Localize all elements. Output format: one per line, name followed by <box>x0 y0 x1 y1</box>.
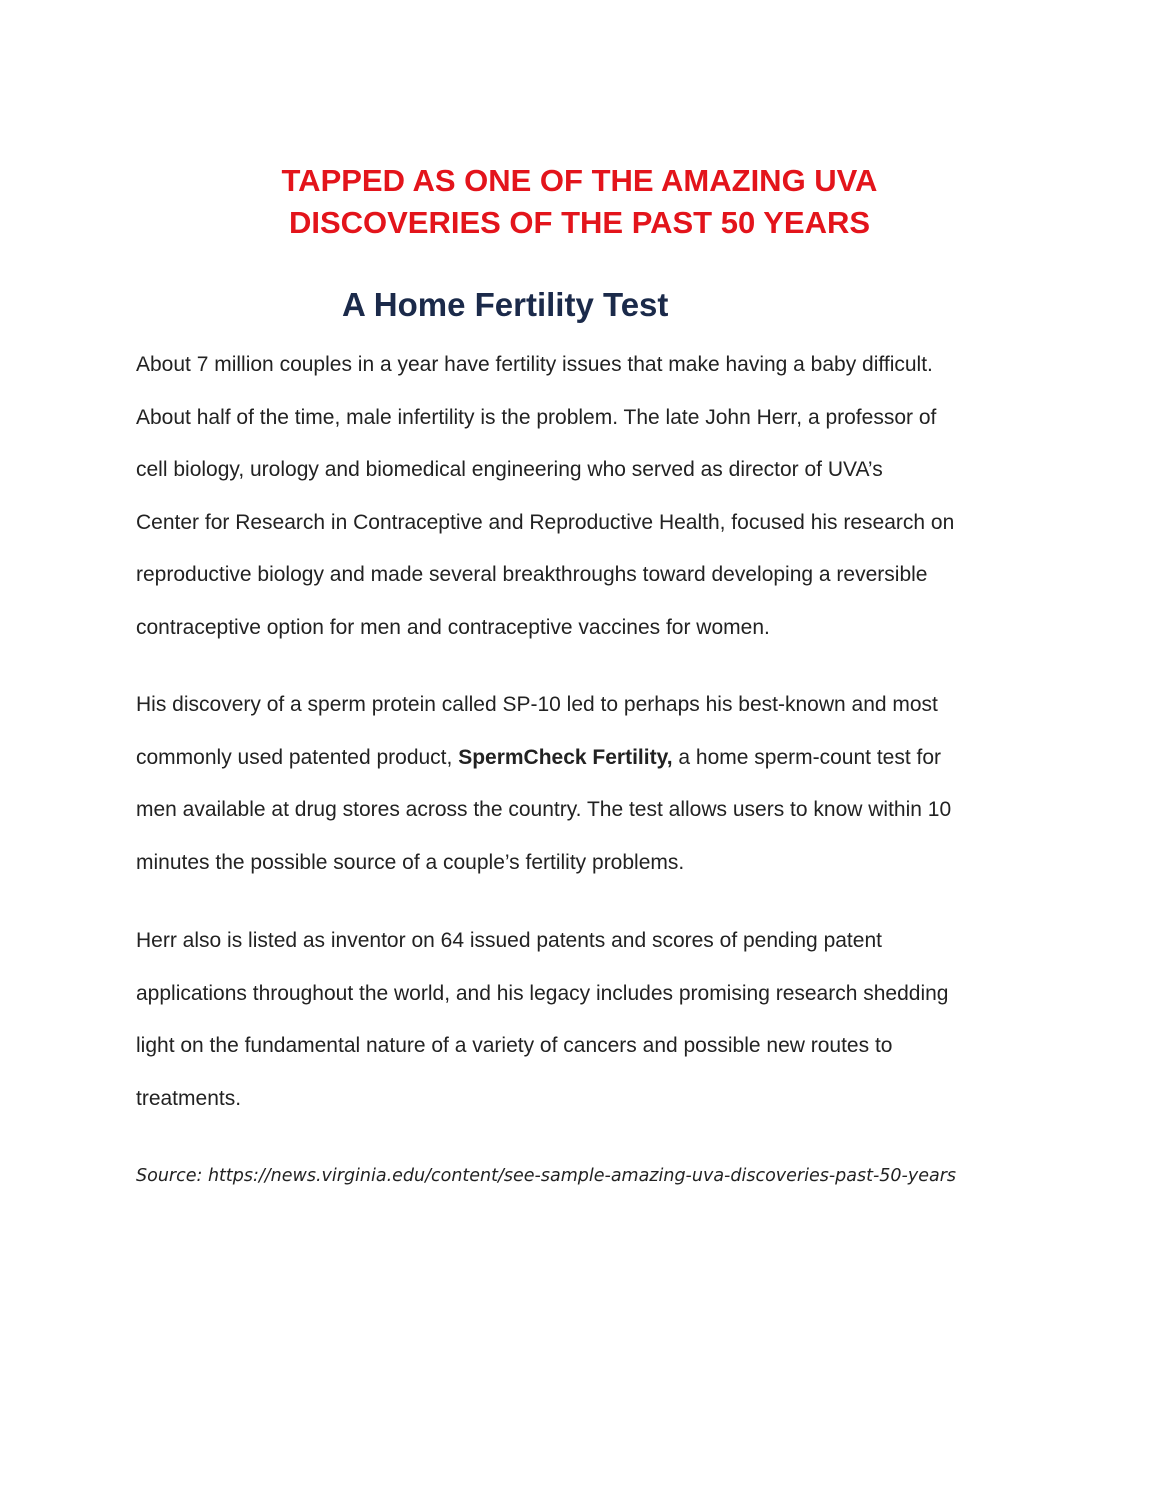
paragraph-spermcheck <box>136 679 1036 889</box>
paragraph-line: Herr also is listed as inventor on 64 issued patents and scores of pending patent <box>136 929 882 952</box>
paragraph-line: cell biology, urology and biomedical engineering who served as director of UVA’s <box>136 458 883 481</box>
paragraph-line: contraceptive option for men and contraceptive vaccines for women. <box>136 615 770 639</box>
paragraph-line: minutes the possible source of a couple’s fertility problems. <box>136 850 685 874</box>
paragraph-line: About half of the time, male infertility is the problem. The late John Herr, a professor of <box>136 405 937 429</box>
paragraph-line: light on the fundamental nature of a variety of cancers and possible new routes to <box>136 1034 893 1057</box>
page-headline <box>0 160 1159 244</box>
paragraph-intro <box>136 339 1036 654</box>
text-run: a home sperm-count test for <box>672 745 942 769</box>
source-citation: Source: https://news.virginia.edu/content/see-sample-amazing-uva-discoveries-past-50-years <box>136 1166 957 1186</box>
article-title: A Home Fertility Test <box>342 286 669 323</box>
paragraph-line: applications throughout the world, and his legacy includes promising research shedding <box>136 981 949 1005</box>
paragraph-line: His discovery of a sperm protein called SP-10 led to perhaps his best-known and most <box>136 693 938 716</box>
paragraph-patents <box>136 915 1036 1125</box>
headline-line: DISCOVERIES OF THE PAST 50 YEARS <box>288 205 871 240</box>
paragraph-line: About 7 million couples in a year have fertility issues that make having a baby difficult. <box>136 353 933 376</box>
paragraph-line: reproductive biology and made several breakthroughs toward developing a reversible <box>136 563 928 586</box>
paragraph-line: Center for Research in Contraceptive and Reproductive Health, focused his research on <box>136 510 955 534</box>
paragraph-line: men available at drug stores across the country. The test allows users to know within 10 <box>136 798 952 821</box>
product-name: SpermCheck Fertility, <box>458 745 673 769</box>
headline-line: TAPPED AS ONE OF THE AMAZING UVA <box>281 163 878 198</box>
paragraph-line: treatments. <box>136 1086 242 1110</box>
text-run: commonly used patented product, <box>136 745 459 769</box>
paragraph-line <box>136 732 1036 785</box>
